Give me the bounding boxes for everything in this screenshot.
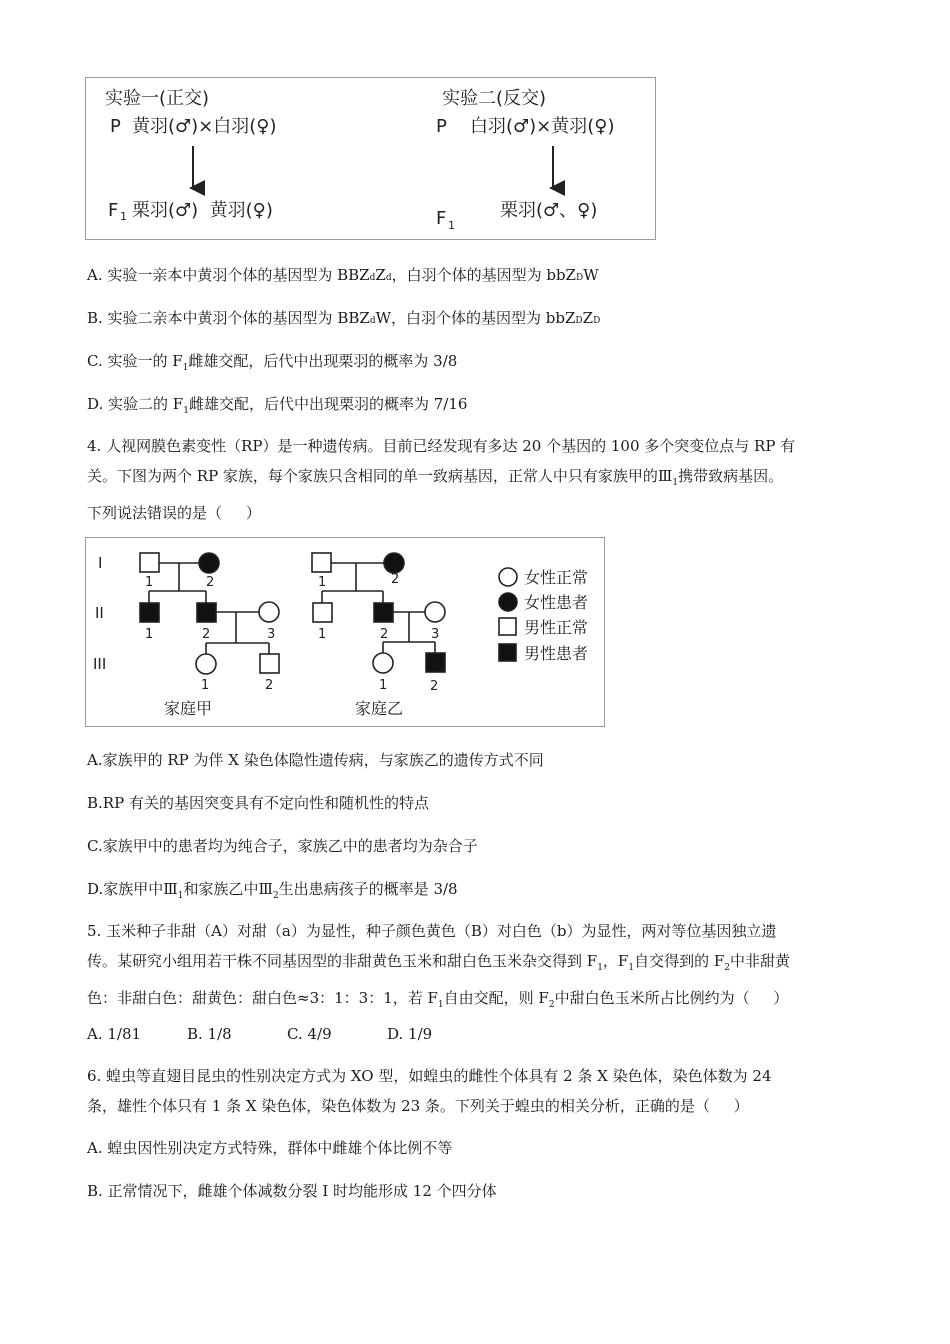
q5-l2-s1: 1 (597, 963, 603, 973)
q5-option-b: B. 1/8 (187, 1025, 232, 1043)
legend-normal-female: 女性正常 (524, 568, 589, 587)
q5-l2-pre: 传。某研究小组用若干株不同基因型的非甜黄色玉米和甜白色玉米杂交得到 F (87, 952, 598, 970)
q3-b-s3: D (593, 316, 601, 326)
q3-option-b (87, 308, 600, 331)
a-num-I2: 2 (206, 575, 215, 590)
q3-a-end: W (583, 266, 599, 284)
legend-normal-female-symbol (499, 568, 517, 586)
q5-stem (87, 916, 867, 1020)
q4-stem-line2 (87, 461, 867, 498)
q4-d-sub1: 1 (177, 891, 184, 901)
q5-options (87, 1024, 487, 1044)
q5-l3-s2: 2 (548, 1000, 555, 1010)
q3-b-s2: D (575, 316, 583, 326)
q5-l2-s2: 1 (628, 963, 635, 973)
q5-l3-post: 中甜白色玉米所占比例约为（ ） (554, 989, 789, 1007)
q4-option-b: B.RP 有关的基因突变具有不定向性和随机性的特点 (87, 794, 429, 812)
q4-stem (87, 431, 867, 528)
exp2-title: 实验二(反交) (442, 88, 547, 109)
q4-stem-line1: 4. 人视网膜色素变性（RP）是一种遗传病。目前已经发现有多达 20 个基因的 100 多个突变位点与 RP 有 (87, 437, 796, 455)
q5-l2-s3: 2 (724, 963, 730, 973)
legend-affected-male-symbol (499, 644, 516, 661)
q3-c-sub: 1 (182, 363, 189, 373)
b-II3-normal-female (425, 602, 445, 622)
exp1-f1-result: 栗羽(♂) 黄羽(♀) (132, 200, 273, 221)
q3-b-pre: B. 实验二亲本中黄羽个体的基因型为 BBZ (87, 309, 370, 327)
a-num-III1: 1 (201, 678, 210, 693)
q5-option-c: C. 4/9 (287, 1025, 332, 1043)
b-num-I2: 2 (391, 572, 400, 587)
q3-option-c (87, 351, 457, 378)
gen-label-3: III (93, 655, 107, 673)
b-num-I1: 1 (318, 575, 327, 590)
b-I2-affected-female (384, 553, 404, 573)
a-III2-normal-male (260, 654, 279, 673)
q3-d-pre: D. 实验二的 F (87, 395, 184, 413)
exp2-f1-result: 栗羽(♂、♀) (500, 200, 598, 221)
q6-line2: 条，雄性个体只有 1 条 X 染色体，染色体数为 23 条。下列关于蝗虫的相关分析，正确的是（ ） (87, 1097, 749, 1115)
q3-b-mid: W，白羽个体的基因型为 bbZ (375, 309, 576, 327)
q3-c-pre: C. 实验一的 F (87, 352, 183, 370)
q4-option-c: C.家族甲中的患者均为纯合子，家族乙中的患者均为杂合子 (87, 837, 478, 855)
b-II1-normal-male (313, 603, 332, 622)
a-num-II3: 3 (267, 627, 276, 642)
q5-line1: 5. 玉米种子非甜（A）对甜（a）为显性，种子颜色黄色（B）对白色（b）为显性，两对等位基因独立遗 (87, 922, 777, 940)
exp2-p-label: P (436, 116, 447, 137)
q5-line2 (87, 946, 867, 983)
q5-line3 (87, 983, 867, 1020)
exp1-title: 实验一(正交) (105, 88, 210, 109)
q3-a-post: ，白羽个体的基因型为 bbZ (391, 266, 576, 284)
q5-option-a: A. 1/81 (87, 1025, 142, 1043)
q6-option-a: A. 蝗虫因性别决定方式特殊，群体中雌雄个体比例不等 (87, 1139, 453, 1157)
q5-l3-s1: 1 (437, 1000, 444, 1010)
a-num-II1: 1 (145, 627, 154, 642)
a-num-III2: 2 (265, 678, 274, 693)
legend-affected-female: 女性患者 (524, 593, 589, 612)
exp2-p-cross: 白羽(♂)×黄羽(♀) (470, 116, 615, 137)
q4-d-mid: 和家族乙中Ⅲ (183, 880, 273, 898)
q3-c-post: 雌雄交配，后代中出现栗羽的概率为 3/8 (188, 352, 458, 370)
q3-b-s1: d (369, 316, 376, 326)
q5-l2-mid: ，F (602, 952, 629, 970)
q5-l2-mid2: 自交得到的 F (634, 952, 725, 970)
q3-a-s2: d (385, 273, 392, 283)
a-num-II2: 2 (202, 627, 211, 642)
b-num-II3: 3 (431, 627, 440, 642)
a-II2-affected-male (197, 603, 216, 622)
q4-d-pre: D.家族甲中Ⅲ (87, 880, 178, 898)
exp1-f1-sub: 1 (120, 210, 127, 223)
pedigree-diagram (86, 538, 604, 726)
legend-normal-male-symbol (499, 618, 516, 635)
exp2-f1-sub: 1 (448, 219, 455, 232)
q3-d-post: 雌雄交配，后代中出现栗羽的概率为 7/16 (188, 395, 468, 413)
b-II2-affected-male (374, 603, 393, 622)
b-num-II2: 2 (380, 627, 389, 642)
b-num-III1: 1 (379, 678, 388, 693)
b-III1-normal-female (373, 653, 393, 673)
family-b-caption: 家庭乙 (355, 699, 404, 718)
q3-option-d (87, 394, 467, 421)
exp2-f1-label: F (436, 208, 447, 229)
q6-line1: 6. 蝗虫等直翅目昆虫的性别决定方式为 XO 型，如蝗虫的雌性个体具有 2 条 X 染色体，染色体数为 24 (87, 1067, 772, 1085)
q5-l2-post: 中非甜黄 (730, 952, 791, 970)
legend-affected-female-symbol (499, 593, 517, 611)
q4-d-post: 生出患病孩子的概率是 3/8 (278, 880, 458, 898)
q3-a-s1: d (369, 273, 376, 283)
q4-d-sub2: 2 (272, 891, 279, 901)
q5-l3-mid: 自由交配，则 F (443, 989, 549, 1007)
q3-d-sub: 1 (183, 406, 189, 416)
family-a-caption: 家庭甲 (164, 699, 213, 718)
a-I1-normal-male (140, 553, 159, 572)
q6-stem (87, 1061, 867, 1121)
b-I1-normal-male (312, 553, 331, 572)
exp1-p-label: P (110, 116, 121, 137)
pedigree-figure (85, 537, 605, 727)
gen-label-1: I (98, 554, 103, 572)
b-num-II1: 1 (318, 627, 327, 642)
q4-stem-2a: 关。下图为两个 RP 家族，每个家族只含相同的单一致病基因，正常人中只有家族甲的Ⅲ (87, 467, 673, 485)
q3-a-mid: Z (375, 266, 386, 284)
cross-experiment-figure (85, 77, 656, 240)
a-num-I1: 1 (145, 575, 154, 590)
b-III2-affected-male (426, 653, 445, 672)
q3-a-pre: A. 实验一亲本中黄羽个体的基因型为 BBZ (87, 266, 370, 284)
q4-stem-line3: 下列说法错误的是（ ） (87, 504, 261, 522)
q6-option-b: B. 正常情况下，雌雄个体减数分裂 I 时均能形成 12 个四分体 (87, 1182, 497, 1200)
q3-option-a (87, 265, 599, 288)
legend-normal-male: 男性正常 (524, 618, 589, 637)
q5-option-d: D. 1/9 (387, 1025, 433, 1043)
a-II3-normal-female (259, 602, 279, 622)
q4-stem-2b: 携带致病基因。 (678, 467, 784, 485)
gen-label-2: II (95, 604, 104, 622)
q3-a-s3: D (575, 273, 584, 283)
q4-option-a: A.家族甲的 RP 为伴 X 染色体隐性遗传病，与家族乙的遗传方式不同 (87, 751, 544, 769)
a-II1-affected-male (140, 603, 159, 622)
a-III1-normal-female (196, 654, 216, 674)
exp1-f1-label: F (108, 200, 119, 221)
a-I2-affected-female (199, 553, 219, 573)
exp1-p-cross: 黄羽(♂)×白羽(♀) (132, 116, 277, 137)
q4-option-d (87, 879, 458, 906)
b-num-III2: 2 (430, 679, 439, 694)
cross-diagram (86, 78, 655, 239)
legend-affected-male: 男性患者 (524, 644, 589, 663)
q3-b-mid2: Z (582, 309, 594, 327)
q4-stem-2sub: 1 (672, 478, 679, 488)
q5-l3-pre: 色：非甜白色：甜黄色：甜白色≈3：1：3：1，若 F (87, 989, 438, 1007)
